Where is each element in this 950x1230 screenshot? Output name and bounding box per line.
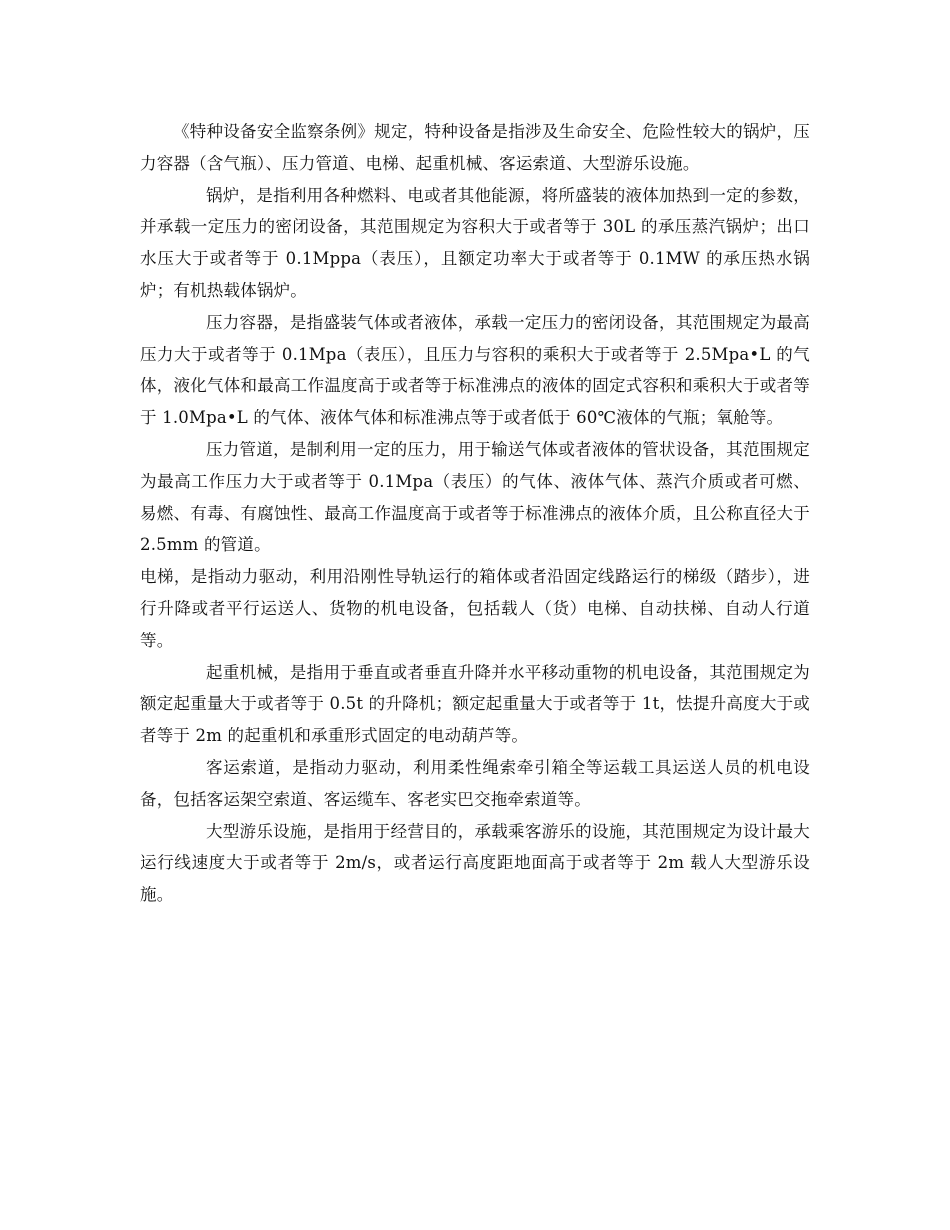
paragraph-ropeway: 客运索道，是指动力驱动，利用柔性绳索牵引箱全等运载工具运送人员的机电设备，包括客运架空索道、客运缆车、客老实巴交拖牵索道等。 [140, 757, 810, 809]
paragraph-intro: 《特种设备安全监察条例》规定，特种设备是指涉及生命安全、危险性较大的锅炉，压力容器（含气瓶）、压力管道、电梯、起重机械、客运索道、大型游乐设施。 [140, 122, 810, 173]
paragraph-lifting-machinery: 起重机械，是指用于垂直或者垂直升降并水平移动重物的机电设备，其范围规定为额定起重量大于或者等于 0.5t 的升降机；额定起重量大于或者等于 1t，怯提升高度大于或者等于 2m 的起重机和承重形式固定的电动葫芦等。 [140, 662, 810, 746]
paragraph-pressure-vessel: 压力容器，是指盛装气体或者液体，承载一定压力的密闭设备，其范围规定为最高压力大于或者等于 0.1Mpa（表压），且压力与容积的乘积大于或者等于 2.5Mpa•L 的气体，液化气体和最高工作温度高于或者等于标准沸点的液体的固定式容积和乘积大于或者等于 1.0Mpa•L 的气体、液体气体和标准沸点等于或者低于 60℃液体的气瓶；氧舱等。 [140, 312, 810, 428]
paragraph-boiler: 锅炉，是指利用各种燃料、电或者其他能源，将所盛装的液体加热到一定的参数，并承载一定压力的密闭设备，其范围规定为容积大于或者等于 30L 的承压蒸汽锅炉；出口水压大于或者等于 0.1Mppa（表压），且额定功率大于或者等于 0.1MW 的承压热水锅炉；有机热载体锅炉。 [140, 185, 810, 300]
paragraph-elevator: 电梯，是指动力驱动，利用沿刚性导轨运行的箱体或者沿固定线路运行的梯级（踏步），进行升降或者平行运送人、货物的机电设备，包括载人（货）电梯、自动扶梯、自动人行道等。 [140, 567, 810, 650]
document-body [140, 116, 810, 911]
paragraph-amusement-facility: 大型游乐设施，是指用于经营目的，承载乘客游乐的设施，其范围规定为设计最大运行线速度大于或者等于 2m/s，或者运行高度距地面高于或者等于 2m 载人大型游乐设施。 [140, 821, 810, 905]
paragraph-pressure-pipe: 压力管道，是制利用一定的压力，用于输送气体或者液体的管状设备，其范围规定为最高工作压力大于或者等于 0.1Mpa（表压）的气体、液体气体、蒸汽介质或者可燃、易燃、有毒、有腐蚀性、最高工作温度高于或者等于标准沸点的液体介质，且公称直径大于 2.5mm 的管道。 [140, 439, 810, 555]
